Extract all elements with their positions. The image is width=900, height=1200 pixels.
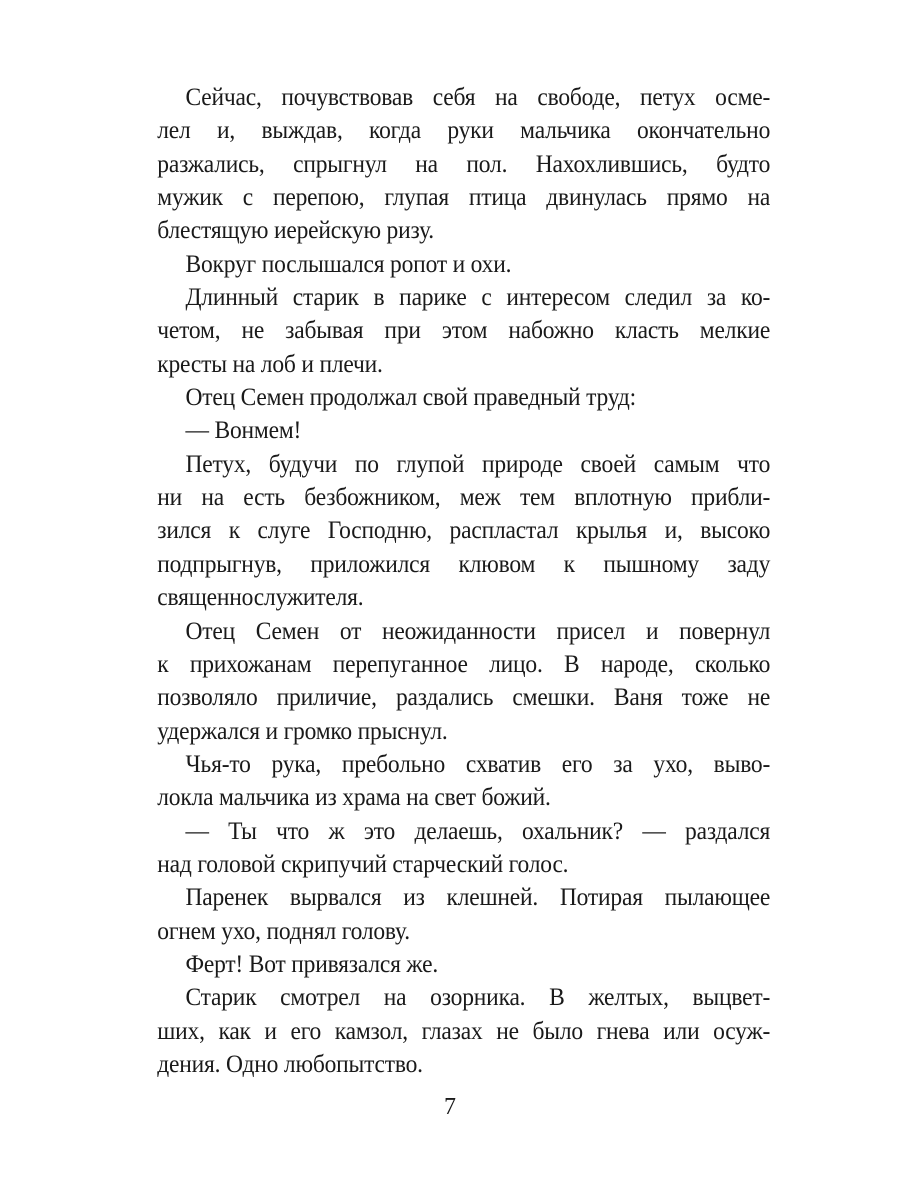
text-line: священнослужителя.	[157, 584, 364, 612]
text-line: Сейчас, почувствовав себя на свободе, петух осме-	[185, 84, 771, 111]
text-line: зился к слуге Господню, распластал крылья и, высоко	[157, 517, 771, 545]
text-line: Отец Семен продолжал свой праведный труд:	[185, 384, 636, 412]
paragraph-2	[130, 248, 770, 281]
text-line: над головой скрипучий старческий голос.	[157, 850, 569, 878]
text-line: к прихожанам перепуганное лицо. В народе, сколько	[157, 650, 771, 678]
paragraph-9-dialogue	[130, 815, 770, 882]
text-line: Чья-то рука, пребольно схватив его за ухо, выво-	[185, 750, 771, 778]
text-line: подпрыгнув, приложился клювом к пышному заду	[157, 550, 771, 578]
text-line: лел и, выждав, когда руки мальчика окончательно	[157, 117, 771, 145]
paragraph-7	[130, 615, 770, 748]
text-line: четом, не забывая при этом набожно класть мелкие	[157, 317, 771, 345]
text-line: Старик смотрел на озорника. В желтых, выцвет-	[185, 984, 771, 1012]
text-line: ни на есть безбожником, меж тем вплотную прибли-	[157, 484, 771, 512]
text-line: локла мальчика из храма на свет божий.	[157, 784, 551, 812]
text-line: разжались, спрыгнул на пол. Нахохлившись, будто	[157, 150, 771, 178]
text-line: позволяло приличие, раздались смешки. Ваня тоже не	[157, 684, 771, 712]
page-body-text	[130, 81, 770, 1081]
paragraph-8	[130, 748, 770, 815]
text-line: Отец Семен от неожиданности присел и повернул	[185, 617, 771, 645]
text-line: ших, как и его камзол, глазах не было гнева или осуж-	[157, 1017, 771, 1045]
text-line: Вокруг послышался ропот и охи.	[185, 250, 512, 278]
paragraph-5-dialogue	[130, 414, 770, 447]
paragraph-12	[130, 981, 770, 1081]
text-line: дения. Одно любопытство.	[157, 1050, 423, 1078]
text-line: — Ты что ж это делаешь, охальник? — раздался	[185, 817, 771, 845]
text-line: блестящую иерейскую ризу.	[157, 217, 435, 245]
paragraph-10	[130, 881, 770, 948]
paragraph-1	[130, 81, 770, 248]
text-line: Ферт! Вот привязался же.	[185, 950, 439, 978]
text-line: — Вонмем!	[185, 417, 302, 445]
text-line: Петух, будучи по глупой природе своей самым что	[185, 450, 771, 478]
paragraph-3	[130, 281, 770, 381]
paragraph-11	[130, 948, 770, 981]
text-line: кресты на лоб и плечи.	[157, 350, 383, 378]
text-line: Паренек вырвался из клешней. Потирая пылающее	[185, 884, 771, 912]
page-number: 7	[444, 1094, 456, 1120]
text-line: мужик с перепою, глупая птица двинулась прямо на	[157, 184, 771, 212]
paragraph-6	[130, 448, 770, 615]
text-line: огнем ухо, поднял голову.	[157, 917, 410, 945]
text-line: Длинный старик в парике с интересом следил за ко-	[185, 284, 771, 312]
paragraph-4	[130, 381, 770, 414]
text-line: удержался и громко прыснул.	[157, 717, 448, 745]
